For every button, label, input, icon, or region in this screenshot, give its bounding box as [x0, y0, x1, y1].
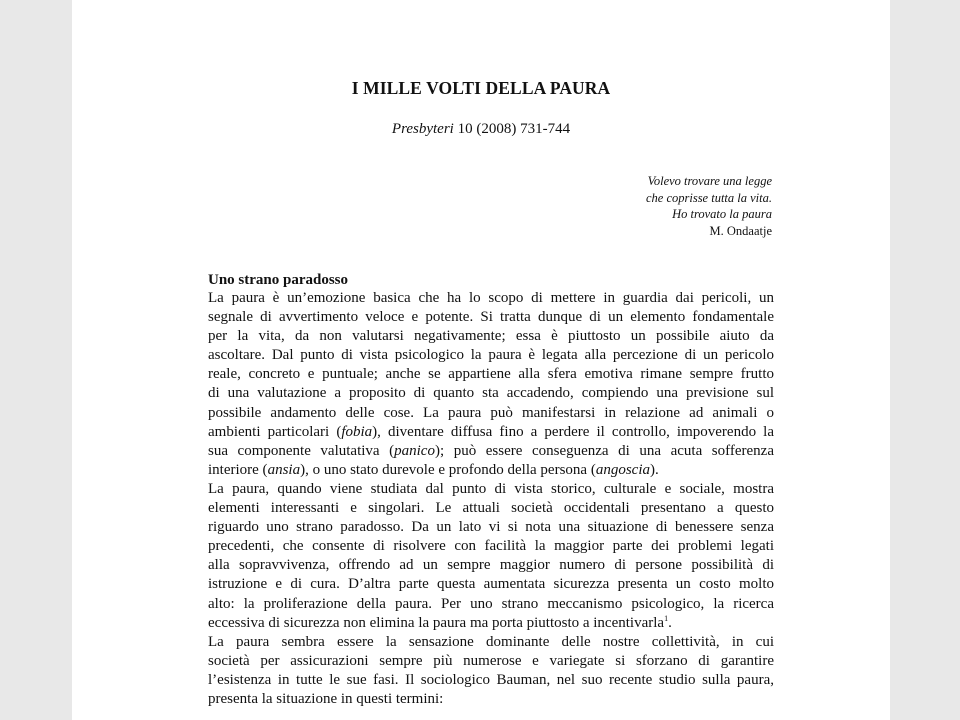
text-fragment: ); può essere conseguenza di una acuta sofferenza	[434, 442, 774, 459]
text-line: ascoltare. Dal punto di vista psicologico la paura è legata alla percezione di un pericolo	[208, 347, 774, 364]
text-fragment: interiore (	[208, 461, 268, 478]
text-line	[208, 442, 774, 461]
text-line: alla sopravvivenza, offrendo ad un sempre maggior numero di persone possibilità di	[208, 557, 774, 574]
text-line: precedenti, che consente di risolvere con facilità la maggior parte dei problemi legati	[208, 538, 774, 555]
term-angoscia: angoscia	[595, 461, 650, 478]
text-line: reale, concreto e puntuale; anche se appartiene alla sfera emotiva rimane sempre frutto	[208, 366, 774, 383]
footnote-ref: 1	[664, 613, 669, 623]
text-line: elementi interessanti e singolari. Le attuali società occidentali presentano a questo	[208, 500, 774, 517]
text-fragment: .	[668, 614, 672, 631]
text-fragment: ), diventare diffusa fino a perdere il controllo, impoverendo la	[372, 423, 774, 440]
text-line: istruzione e di cura. D’altra parte questa aumentata sicurezza presenta un costo molto	[208, 576, 774, 593]
text-line	[208, 423, 774, 442]
journal-citation	[72, 121, 890, 138]
document-page	[72, 0, 890, 720]
epigraph	[646, 173, 772, 239]
paragraph-2	[208, 480, 774, 633]
epigraph-author: M. Ondaatje	[709, 223, 772, 238]
epigraph-line: Ho trovato la paura	[672, 207, 772, 221]
term-panico: panico	[394, 442, 435, 459]
text-fragment: ).	[650, 461, 659, 478]
term-ansia: ansia	[267, 461, 301, 478]
text-line: La paura, quando viene studiata dal punto di vista storico, culturale e sociale, mostra	[208, 480, 774, 497]
text-line: segnale di avvertimento veloce e potente. Si tratta dunque di un elemento fondamentale	[208, 309, 774, 326]
text-line: La paura è un’emozione basica che ha lo scopo di mettere in guardia dai pericoli, un	[208, 290, 774, 306]
epigraph-line: che coprisse tutta la vita.	[645, 190, 772, 205]
text-line: La paura sembra essere la sensazione dominante delle nostre collettività, in cui	[208, 633, 774, 650]
section-heading: Uno strano paradosso	[208, 272, 349, 288]
paragraph-3	[208, 633, 774, 709]
paragraph-1	[208, 289, 774, 480]
text-fragment: eccessiva di sicurezza non elimina la paura ma porta piuttosto a incentivarla	[208, 614, 665, 631]
text-line: società per assicurazioni sempre più numerose e variegate si sforzano di garantire	[208, 652, 774, 669]
term-fobia: fobia	[341, 423, 373, 440]
text-fragment: ambienti particolari (	[208, 423, 342, 440]
text-line: presenta la situazione in questi termini:	[208, 690, 444, 707]
journal-name: Presbyteri	[391, 121, 454, 137]
text-line: riguardo uno strano paradosso. Da un lato vi si nota una situazione di benessere senza	[208, 519, 774, 536]
journal-reference: 10 (2008) 731-744	[453, 121, 571, 137]
text-line: per la vita, da non valutarsi negativamente; essa è piuttosto un possibile aiuto da	[208, 328, 774, 345]
document-title: I MILLE VOLTI DELLA PAURA	[351, 78, 611, 98]
text-line	[208, 461, 774, 480]
text-fragment: sua componente valutativa (	[208, 442, 395, 459]
text-line: possibile andamento delle cose. La paura può manifestarsi in relazione ad animali o	[208, 404, 774, 421]
text-line: alto: la proliferazione della paura. Per uno strano meccanismo psicologico, la ricerca	[208, 595, 774, 612]
text-fragment: ), o uno stato durevole e profondo della persona (	[300, 461, 596, 478]
text-line: di una valutazione a proposito di quanto sta accadendo, compiendo una previsione sul	[208, 385, 774, 402]
section-uno-strano-paradosso	[208, 271, 774, 709]
text-line: l’esistenza in tutte le sue fasi. Il sociologico Bauman, nel suo recente studio sulla paura,	[208, 671, 774, 688]
text-line	[208, 614, 774, 633]
epigraph-line: Volevo trovare una legge	[647, 174, 772, 188]
